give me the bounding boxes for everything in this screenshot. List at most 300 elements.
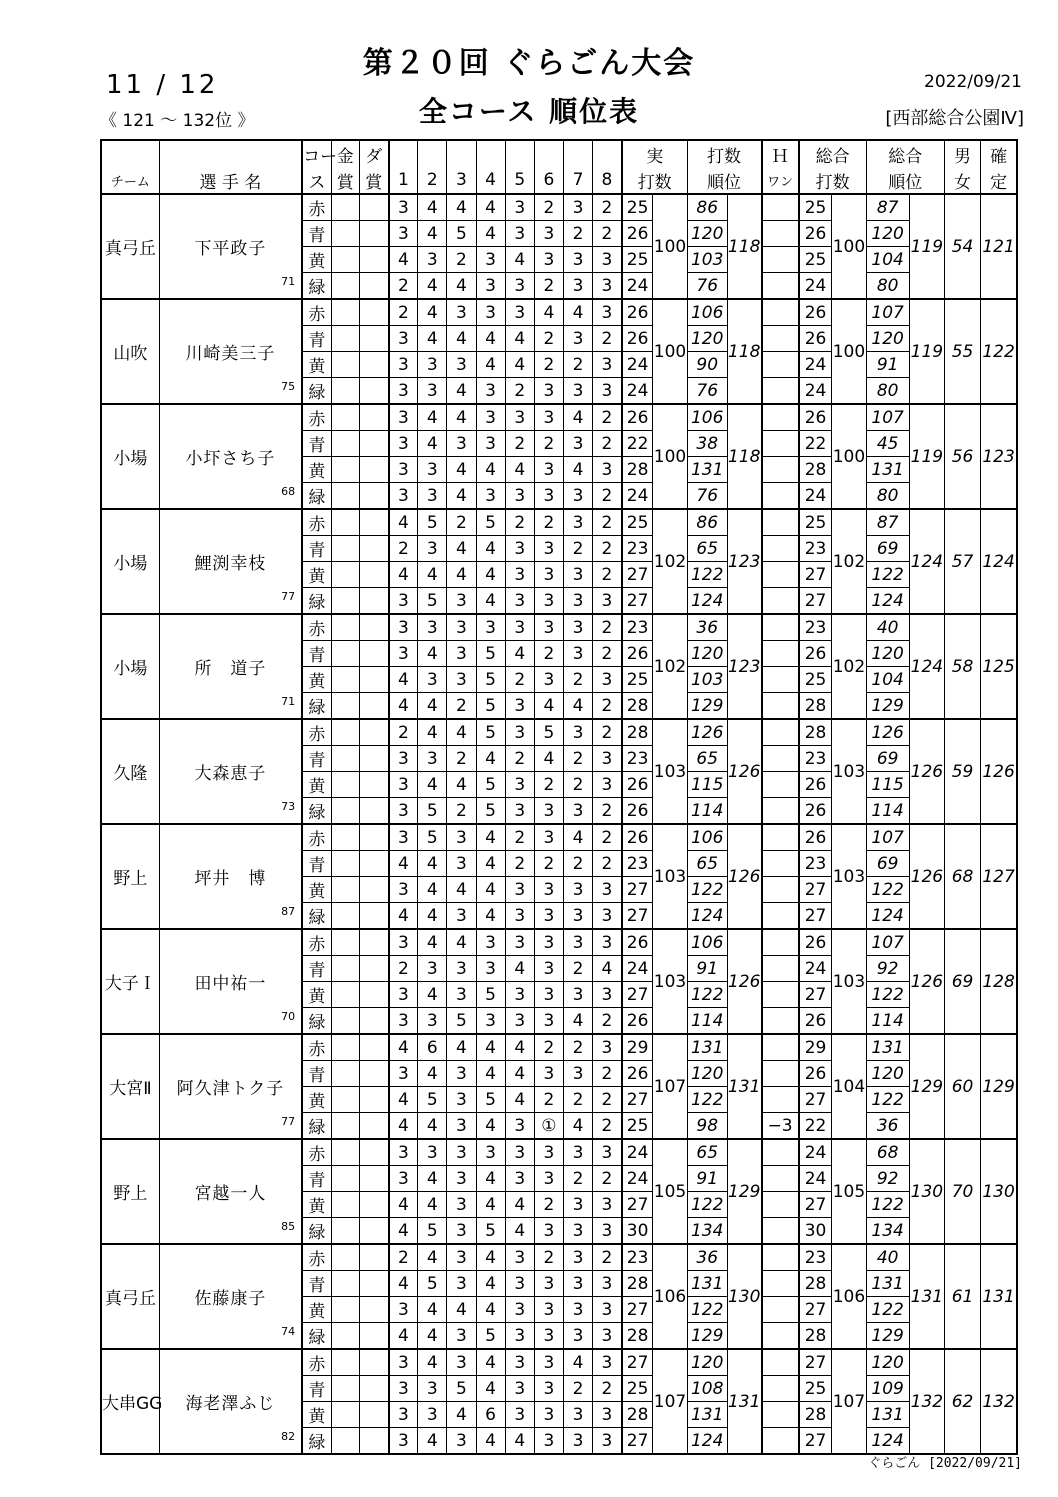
hole-score: 4: [476, 903, 505, 930]
hole-score: 3: [593, 299, 622, 326]
round-total: 28: [799, 1402, 832, 1428]
hole-score: 3: [389, 352, 418, 378]
player-name-text: 宮越一人: [194, 1184, 267, 1204]
hole-score: 3: [389, 929, 418, 956]
round-total: 28: [799, 457, 832, 483]
hole-score: 3: [389, 1166, 418, 1192]
round-total-rank: 107: [866, 404, 909, 431]
round-total: 24: [799, 1166, 832, 1192]
hole-in-one: [762, 1297, 799, 1323]
course-color: 赤: [302, 194, 331, 221]
team-name: 大子Ｉ: [101, 929, 159, 1034]
da-prize: [359, 404, 388, 431]
round-score: 26: [622, 221, 653, 247]
round-rank: 124: [687, 588, 727, 615]
footer: ぐらごん [2022/09/21]: [868, 1456, 1022, 1471]
header-strokes-rank: 順位: [687, 167, 761, 194]
round-score: 27: [622, 1087, 653, 1113]
hole-score: 4: [418, 562, 447, 588]
hole-score: 4: [534, 746, 563, 772]
da-prize: [359, 247, 388, 273]
hole-score: 3: [389, 457, 418, 483]
round-total-rank: 131: [866, 1271, 909, 1297]
hole-score: 3: [534, 1376, 563, 1402]
round-score: 24: [622, 1139, 653, 1166]
hole-score: 4: [505, 641, 534, 667]
hole-score: 3: [505, 1244, 534, 1271]
round-rank: 120: [687, 1061, 727, 1087]
hole-score: 2: [593, 1008, 622, 1035]
round-total-rank: 87: [866, 194, 909, 221]
total-rank: 126: [909, 719, 944, 824]
hole-score: 3: [593, 1192, 622, 1218]
hole-score: 3: [534, 562, 563, 588]
hole-score: 4: [476, 1376, 505, 1402]
hole-score: 3: [563, 1061, 592, 1087]
hole-score: 3: [418, 1402, 447, 1428]
round-score: 23: [622, 614, 653, 641]
gender-rank: 60: [944, 1034, 980, 1139]
round-rank: 126: [687, 719, 727, 746]
final-rank: 126: [981, 719, 1017, 824]
hole-score: 2: [563, 221, 592, 247]
actual-strokes: 107: [653, 1034, 687, 1139]
hole-score: 5: [476, 1087, 505, 1113]
gold-prize: [331, 1034, 359, 1061]
gold-prize: [331, 641, 359, 667]
hole-score: 2: [447, 798, 476, 825]
hole-score: 3: [505, 194, 534, 221]
course-color: 緑: [302, 1323, 331, 1350]
final-rank: 123: [981, 404, 1017, 509]
header-hole-top: [534, 140, 563, 167]
hole-score: 4: [447, 326, 476, 352]
round-rank: 106: [687, 404, 727, 431]
hole-in-one: [762, 247, 799, 273]
header-da-top: ダ: [359, 140, 388, 167]
gold-prize: [331, 614, 359, 641]
da-prize: [359, 1271, 388, 1297]
hole-score: 3: [447, 1349, 476, 1376]
round-rank: 131: [687, 457, 727, 483]
da-prize: [359, 746, 388, 772]
round-total-rank: 122: [866, 877, 909, 903]
hole-score: 4: [418, 431, 447, 457]
course-color: 赤: [302, 299, 331, 326]
gold-prize: [331, 1376, 359, 1402]
hole-score: 3: [418, 1008, 447, 1035]
round-rank: 38: [687, 431, 727, 457]
player-name-text: 坪井 博: [194, 869, 267, 889]
round-total-rank: 80: [866, 273, 909, 300]
round-total-rank: 126: [866, 719, 909, 746]
strokes-rank: 123: [727, 509, 761, 614]
hole-score: 2: [534, 273, 563, 300]
round-total-rank: 124: [866, 903, 909, 930]
round-total: 26: [799, 929, 832, 956]
round-rank: 65: [687, 536, 727, 562]
course-color: 青: [302, 1271, 331, 1297]
hole-score: 3: [534, 1271, 563, 1297]
hole-score: 5: [418, 1271, 447, 1297]
hole-score: 4: [418, 1428, 447, 1455]
hole-in-one: [762, 1323, 799, 1350]
hole-score: 4: [476, 1297, 505, 1323]
round-total-rank: 36: [866, 1113, 909, 1140]
course-color: 青: [302, 1376, 331, 1402]
total-strokes: 103: [832, 929, 866, 1034]
hole-score: 2: [593, 536, 622, 562]
hole-score: 3: [447, 851, 476, 877]
hole-score: 3: [476, 614, 505, 641]
player-name: [159, 1244, 302, 1349]
total-strokes: 104: [832, 1034, 866, 1139]
hole-in-one: [762, 273, 799, 300]
hole-score: 3: [593, 457, 622, 483]
hole-in-one: [762, 1402, 799, 1428]
ranking-table: [100, 139, 1018, 1455]
hole-score: 3: [505, 562, 534, 588]
player-name: [159, 929, 302, 1034]
round-score: 26: [622, 798, 653, 825]
round-rank: 65: [687, 1139, 727, 1166]
hole-score: 3: [389, 326, 418, 352]
hole-score: 4: [447, 562, 476, 588]
round-total-rank: 92: [866, 956, 909, 982]
final-rank: 129: [981, 1034, 1017, 1139]
hole-score: 2: [563, 1376, 592, 1402]
total-strokes: 100: [832, 299, 866, 404]
hole-score: 2: [534, 641, 563, 667]
round-rank: 114: [687, 798, 727, 825]
hole-score: 3: [563, 798, 592, 825]
round-score: 28: [622, 719, 653, 746]
strokes-rank: 126: [727, 719, 761, 824]
hole-in-one: [762, 457, 799, 483]
actual-strokes: 103: [653, 719, 687, 824]
hole-score: 4: [389, 562, 418, 588]
hole-score: 4: [563, 404, 592, 431]
gold-prize: [331, 326, 359, 352]
round-total: 26: [799, 299, 832, 326]
hole-score: 2: [534, 194, 563, 221]
header-player-top: [159, 140, 302, 167]
round-rank: 129: [687, 1323, 727, 1350]
player-name-text: 所 道子: [194, 659, 267, 679]
gold-prize: [331, 1113, 359, 1140]
hole-score: 4: [476, 457, 505, 483]
course-color: 黄: [302, 457, 331, 483]
round-score: 26: [622, 299, 653, 326]
strokes-rank: 130: [727, 1244, 761, 1349]
hole-score: 3: [505, 877, 534, 903]
round-row: [101, 1139, 1017, 1166]
hole-score: 3: [593, 1218, 622, 1245]
hole-score: 3: [418, 1376, 447, 1402]
header-hole-8: 8: [593, 167, 622, 194]
round-rank: 129: [687, 693, 727, 720]
gold-prize: [331, 1087, 359, 1113]
da-prize: [359, 1428, 388, 1455]
hole-score: 3: [593, 667, 622, 693]
hole-score: 2: [593, 326, 622, 352]
hole-score: 3: [563, 562, 592, 588]
hole-score: 3: [593, 772, 622, 798]
actual-strokes: 105: [653, 1139, 687, 1244]
player-age: 70: [281, 1010, 296, 1023]
hole-score: 3: [505, 1271, 534, 1297]
round-total-rank: 107: [866, 824, 909, 851]
hole-score: 3: [534, 404, 563, 431]
round-rank: 122: [687, 1087, 727, 1113]
hole-score: 3: [418, 457, 447, 483]
hole-score: 3: [534, 221, 563, 247]
round-rank: 115: [687, 772, 727, 798]
round-total-rank: 120: [866, 221, 909, 247]
gold-prize: [331, 719, 359, 746]
round-total: 26: [799, 1008, 832, 1035]
course-color: 緑: [302, 798, 331, 825]
player-name-text: 下平政子: [194, 239, 267, 259]
hole-score: 5: [476, 667, 505, 693]
hole-score: 3: [447, 1061, 476, 1087]
header-hole-top: [505, 140, 534, 167]
team-name: 野上: [101, 1139, 159, 1244]
actual-strokes: 102: [653, 509, 687, 614]
hole-score: 6: [476, 1402, 505, 1428]
round-score: 28: [622, 693, 653, 720]
hole-score: 3: [505, 1297, 534, 1323]
gold-prize: [331, 536, 359, 562]
final-rank: 128: [981, 929, 1017, 1034]
da-prize: [359, 719, 388, 746]
course-color: 緑: [302, 483, 331, 510]
gender-rank: 58: [944, 614, 980, 719]
round-total-rank: 122: [866, 1192, 909, 1218]
header-hole-top: [389, 140, 418, 167]
round-total-rank: 134: [866, 1218, 909, 1245]
hole-score: 3: [534, 956, 563, 982]
round-total: 24: [799, 352, 832, 378]
hole-score: 3: [447, 1244, 476, 1271]
hole-score: 5: [476, 509, 505, 536]
hole-score: 2: [505, 431, 534, 457]
hole-score: 5: [476, 1323, 505, 1350]
gold-prize: [331, 1192, 359, 1218]
round-total: 23: [799, 746, 832, 772]
gender-rank: 56: [944, 404, 980, 509]
hole-score: 3: [447, 352, 476, 378]
hole-score: 2: [534, 1034, 563, 1061]
round-total: 23: [799, 1244, 832, 1271]
gold-prize: [331, 1297, 359, 1323]
hole-score: 4: [447, 929, 476, 956]
hole-score: 3: [505, 1376, 534, 1402]
hole-score: 2: [563, 1087, 592, 1113]
hole-score: 3: [563, 1402, 592, 1428]
strokes-rank: 131: [727, 1034, 761, 1139]
hole-score: 3: [563, 431, 592, 457]
hole-score: 3: [563, 194, 592, 221]
player-age: 85: [281, 1220, 296, 1233]
course-color: 青: [302, 536, 331, 562]
hole-score: 3: [447, 614, 476, 641]
da-prize: [359, 352, 388, 378]
hole-score: 3: [534, 1428, 563, 1455]
header-team-top: [101, 140, 159, 167]
course-color: 黄: [302, 562, 331, 588]
header-hole-6: 6: [534, 167, 563, 194]
hole-score: 4: [418, 1349, 447, 1376]
hole-score: 2: [389, 299, 418, 326]
course-color: 黄: [302, 247, 331, 273]
round-rank: 122: [687, 982, 727, 1008]
page-title: 第２０回 ぐらごん大会: [362, 46, 696, 81]
round-total-rank: 131: [866, 1402, 909, 1428]
hole-score: 3: [505, 1166, 534, 1192]
round-rank: 98: [687, 1113, 727, 1140]
hole-score: 4: [563, 824, 592, 851]
header-row-top: [101, 140, 1017, 167]
hole-score: 6: [418, 1034, 447, 1061]
hole-in-one: [762, 1349, 799, 1376]
hole-score: 4: [476, 1113, 505, 1140]
hole-in-one: [762, 1244, 799, 1271]
round-score: 25: [622, 1376, 653, 1402]
hole-score: 4: [476, 562, 505, 588]
da-prize: [359, 982, 388, 1008]
round-total: 29: [799, 1034, 832, 1061]
hole-score: 3: [389, 614, 418, 641]
round-rank: 86: [687, 509, 727, 536]
total-rank: 126: [909, 929, 944, 1034]
hole-score: 4: [389, 1034, 418, 1061]
round-row: [101, 299, 1017, 326]
hole-score: 4: [418, 1323, 447, 1350]
hole-score: 4: [505, 956, 534, 982]
hole-score: 3: [389, 1376, 418, 1402]
hole-score: 3: [418, 667, 447, 693]
round-total-rank: 131: [866, 457, 909, 483]
hole-score: 3: [563, 247, 592, 273]
player-name: [159, 719, 302, 824]
header-h: ワン: [762, 167, 799, 194]
round-total: 24: [799, 956, 832, 982]
hole-score: 3: [447, 431, 476, 457]
hole-score: 4: [534, 693, 563, 720]
hole-score: 2: [593, 509, 622, 536]
hole-score: 3: [563, 1218, 592, 1245]
hole-score: 4: [418, 1297, 447, 1323]
hole-score: 2: [563, 772, 592, 798]
hole-score: 4: [389, 1087, 418, 1113]
hole-score: 4: [418, 1192, 447, 1218]
round-score: 28: [622, 1271, 653, 1297]
round-total: 27: [799, 588, 832, 615]
round-score: 24: [622, 273, 653, 300]
total-strokes: 107: [832, 1349, 866, 1454]
hole-score: 3: [593, 903, 622, 930]
round-row: [101, 1034, 1017, 1061]
round-total: 24: [799, 1139, 832, 1166]
hole-score: 2: [563, 1166, 592, 1192]
gold-prize: [331, 956, 359, 982]
player-name: [159, 1139, 302, 1244]
hole-score: 2: [563, 746, 592, 772]
course-color: 緑: [302, 1428, 331, 1455]
gold-prize: [331, 1244, 359, 1271]
round-total-rank: 114: [866, 1008, 909, 1035]
hole-score: 4: [447, 772, 476, 798]
hole-score: 4: [389, 1271, 418, 1297]
header-hole-4: 4: [476, 167, 505, 194]
hole-score: 3: [563, 1139, 592, 1166]
hole-score: 3: [505, 273, 534, 300]
hole-score: 3: [534, 378, 563, 405]
header-total-rank-top: 総合: [866, 140, 944, 167]
hole-score: 3: [505, 1402, 534, 1428]
da-prize: [359, 562, 388, 588]
round-total: 26: [799, 221, 832, 247]
hole-score: 2: [534, 431, 563, 457]
hole-in-one: [762, 1166, 799, 1192]
hole-score: 4: [563, 457, 592, 483]
round-rank: 120: [687, 221, 727, 247]
hole-score: 4: [447, 1297, 476, 1323]
hole-score: 3: [476, 378, 505, 405]
header-gold-top: 金: [331, 140, 359, 167]
hole-score: 5: [447, 221, 476, 247]
team-name: 野上: [101, 824, 159, 929]
gold-prize: [331, 1166, 359, 1192]
round-total-rank: 120: [866, 1061, 909, 1087]
gold-prize: [331, 982, 359, 1008]
hole-score: 3: [563, 1323, 592, 1350]
round-score: 23: [622, 1244, 653, 1271]
round-row: [101, 194, 1017, 221]
hole-in-one: [762, 1192, 799, 1218]
round-total: 23: [799, 614, 832, 641]
round-score: 24: [622, 483, 653, 510]
gold-prize: [331, 772, 359, 798]
hole-score: 4: [418, 404, 447, 431]
hole-score: 2: [389, 719, 418, 746]
total-rank: 132: [909, 1349, 944, 1454]
course-color: 緑: [302, 1008, 331, 1035]
course-color: 赤: [302, 404, 331, 431]
hole-score: 3: [563, 483, 592, 510]
player-age: 77: [281, 1115, 296, 1128]
round-rank: 91: [687, 1166, 727, 1192]
hole-score: 3: [505, 693, 534, 720]
gold-prize: [331, 273, 359, 300]
da-prize: [359, 693, 388, 720]
hole-score: 3: [534, 1166, 563, 1192]
player-name: [159, 509, 302, 614]
hole-score: 3: [447, 1113, 476, 1140]
venue: [西部総合公園Ⅳ]: [885, 108, 1024, 129]
course-color: 青: [302, 641, 331, 667]
round-total: 25: [799, 247, 832, 273]
round-rank: 65: [687, 851, 727, 877]
hole-score: 5: [476, 982, 505, 1008]
hole-in-one: [762, 352, 799, 378]
hole-score: 3: [418, 247, 447, 273]
hole-score: 4: [418, 221, 447, 247]
hole-score: 2: [447, 247, 476, 273]
hole-score: 4: [476, 194, 505, 221]
team-name: 小場: [101, 509, 159, 614]
